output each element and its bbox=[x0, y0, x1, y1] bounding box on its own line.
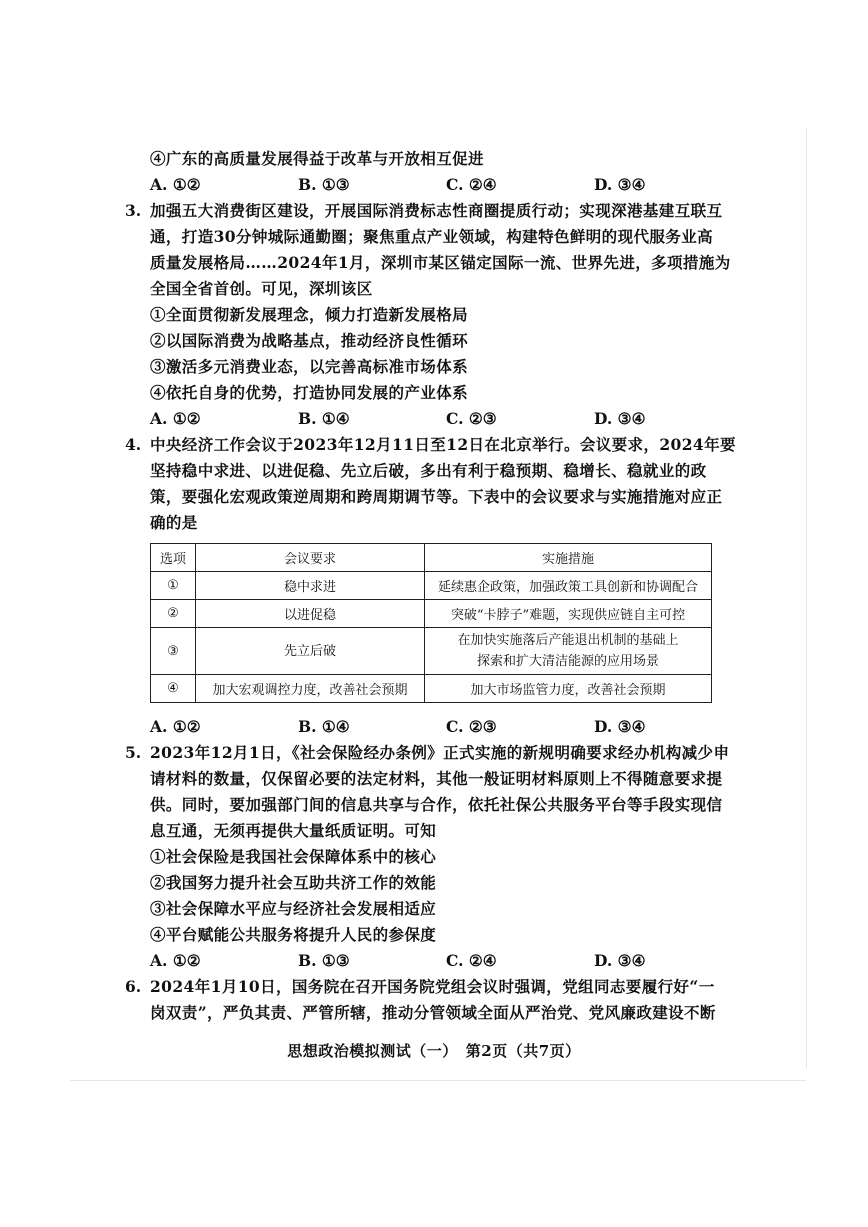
table-header-row bbox=[151, 544, 712, 572]
header-measure: 实施措施 bbox=[425, 544, 712, 572]
row-requirement: 先立后破 bbox=[196, 628, 425, 675]
q5-statement-4: ④平台赋能公共服务将提升人民的参保度 bbox=[150, 925, 437, 944]
q5-statement-3: ③社会保障水平应与经济社会发展相适应 bbox=[150, 899, 437, 918]
row-requirement: 稳中求进 bbox=[196, 572, 425, 600]
q2-option-d: D. ③④ bbox=[594, 175, 646, 194]
row-option: ② bbox=[151, 600, 196, 628]
scan-edge-right bbox=[806, 128, 807, 1068]
row-option: ③ bbox=[151, 628, 196, 675]
q4-number: 4. bbox=[125, 435, 142, 454]
q6-number: 6. bbox=[125, 977, 142, 996]
q3-statement-4: ④依托自身的优势，打造协同发展的产业体系 bbox=[150, 383, 469, 402]
q5-statement-2: ②我国努力提升社会互助共济工作的效能 bbox=[150, 873, 437, 892]
q2-option-b: B. ①③ bbox=[298, 175, 350, 194]
q5-option-b: B. ①③ bbox=[298, 951, 350, 970]
row-measure-line-1: 在加快实施落后产能退出机制的基础上 bbox=[457, 633, 679, 648]
row-option: ④ bbox=[151, 675, 196, 703]
q5-statement-1: ①社会保险是我国社会保障体系中的核心 bbox=[150, 847, 437, 866]
header-requirement: 会议要求 bbox=[196, 544, 425, 572]
q3-stem-line-2: 通，打造30分钟城际通勤圈；聚焦重点产业领域，构建特色鲜明的现代服务业高 bbox=[150, 227, 713, 246]
q4-stem-line-4: 确的是 bbox=[150, 513, 198, 532]
scan-edge-bottom bbox=[70, 1080, 806, 1081]
row-measure-line-2: 探索和扩大清洁能源的应用场景 bbox=[476, 654, 659, 669]
row-measure: 延续惠企政策，加强政策工具创新和协调配合 bbox=[425, 572, 712, 600]
q5-number: 5. bbox=[125, 743, 142, 762]
q3-statement-2: ②以国际消费为战略基点，推动经济良性循环 bbox=[150, 331, 469, 350]
q5-stem-line-4: 息互通，无须再提供大量纸质证明。可知 bbox=[150, 821, 437, 840]
header-option: 选项 bbox=[151, 544, 196, 572]
row-measure: 加大市场监管力度，改善社会预期 bbox=[425, 675, 712, 703]
q4-option-d: D. ③④ bbox=[594, 717, 646, 736]
q2-option-a: A. ①② bbox=[150, 175, 201, 194]
q3-option-b: B. ①④ bbox=[298, 409, 350, 428]
q6-stem-line-1: 2024年1月10日，国务院在召开国务院党组会议时强调，党组同志要履行好“一 bbox=[150, 977, 715, 996]
q5-options bbox=[150, 948, 710, 974]
q3-stem-line-1: 加强五大消费街区建设，开展国际消费标志性商圈提质行动；实现深港基建互联互 bbox=[150, 201, 723, 220]
q4-stem-line-1: 中央经济工作会议于2023年12月11日至12日在北京举行。会议要求，2024年要 bbox=[150, 435, 736, 454]
q3-option-c: C. ②③ bbox=[446, 409, 497, 428]
q4-option-b: B. ①④ bbox=[298, 717, 350, 736]
q3-option-a: A. ①② bbox=[150, 409, 201, 428]
q3-stem-line-4: 全国全省首创。可见，深圳该区 bbox=[150, 279, 373, 298]
row-requirement: 以进促稳 bbox=[196, 600, 425, 628]
q4-option-a: A. ①② bbox=[150, 717, 201, 736]
q3-statement-1: ①全面贯彻新发展理念，倾力打造新发展格局 bbox=[150, 305, 469, 324]
row-option: ① bbox=[151, 572, 196, 600]
q5-stem-line-1: 2023年12月1日，《社会保险经办条例》正式实施的新规明确要求经办机构减少申 bbox=[150, 743, 730, 762]
page-footer: 思想政治模拟测试（一） 第2页（共7页） bbox=[287, 1042, 581, 1060]
table-row bbox=[151, 628, 712, 675]
q5-stem-line-2: 请材料的数量，仅保留必要的法定材料，其他一般证明材料原则上不得随意要求提 bbox=[150, 769, 723, 788]
row-measure: 突破“卡脖子”难题，实现供应链自主可控 bbox=[425, 600, 712, 628]
q3-stem-line-3: 质量发展格局……2024年1月，深圳市某区锚定国际一流、世界先进，多项措施为 bbox=[150, 253, 731, 272]
table-row bbox=[151, 675, 712, 703]
table-row bbox=[151, 600, 712, 628]
q3-options bbox=[150, 406, 710, 432]
q2-statement-4: ④广东的高质量发展得益于改革与开放相互促进 bbox=[150, 149, 484, 168]
row-requirement: 加大宏观调控力度，改善社会预期 bbox=[196, 675, 425, 703]
q5-stem-line-3: 供。同时，要加强部门间的信息共享与合作，依托社保公共服务平台等手段实现信 bbox=[150, 795, 723, 814]
q4-requirements-table bbox=[150, 543, 712, 703]
q3-statement-3: ③激活多元消费业态，以完善高标准市场体系 bbox=[150, 357, 469, 376]
q3-number: 3. bbox=[125, 201, 142, 220]
q4-stem-line-3: 策，要强化宏观政策逆周期和跨周期调节等。下表中的会议要求与实施措施对应正 bbox=[150, 487, 723, 506]
q4-options bbox=[150, 714, 710, 740]
q4-option-c: C. ②③ bbox=[446, 717, 497, 736]
q4-stem-line-2: 坚持稳中求进、以进促稳、先立后破，多出有利于稳预期、稳增长、稳就业的政 bbox=[150, 461, 707, 480]
row-measure-multiline bbox=[425, 628, 712, 675]
q3-option-d: D. ③④ bbox=[594, 409, 646, 428]
q5-option-d: D. ③④ bbox=[594, 951, 646, 970]
q6-stem-line-2: 岗双责”，严负其责、严管所辖，推动分管领域全面从严治党、党风廉政建设不断 bbox=[150, 1003, 716, 1022]
table-row bbox=[151, 572, 712, 600]
q5-option-c: C. ②④ bbox=[446, 951, 497, 970]
q5-option-a: A. ①② bbox=[150, 951, 201, 970]
q2-option-c: C. ②④ bbox=[446, 175, 497, 194]
q2-options bbox=[150, 172, 710, 198]
